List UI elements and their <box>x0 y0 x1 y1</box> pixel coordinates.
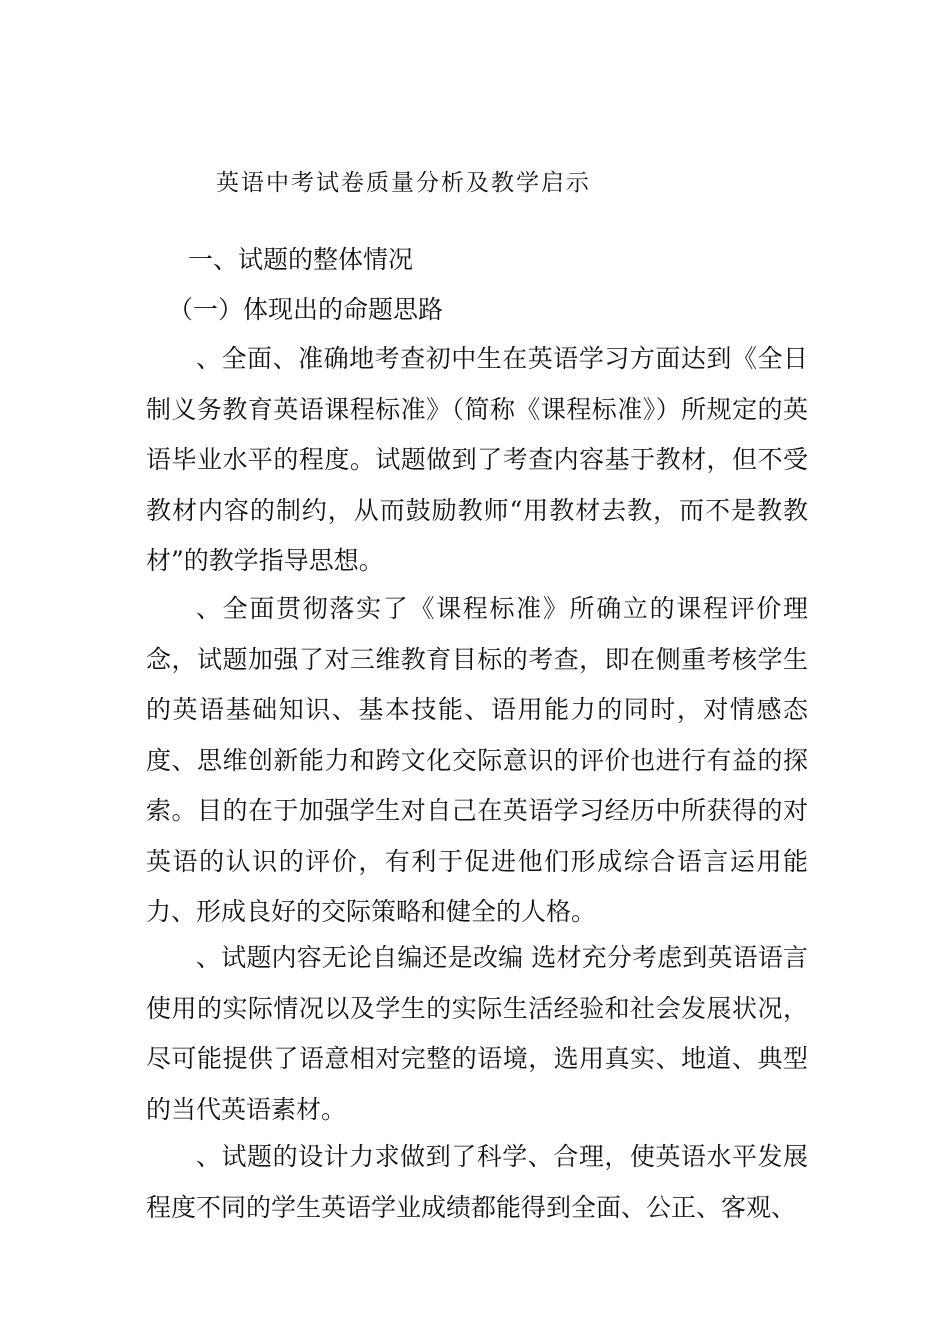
paragraph-2: 、全面贯彻落实了《课程标准》所确立的课程评价理念，试题加强了对三维教育目标的考查，即在侧重考核学生的英语基础知识、基本技能、语用能力的同时，对情感态度、思维创新能力和跨文化交际意识的评价也进行有益的探索。目的在于加强学生对自己在英语学习经历中所获得的对英语的认识的评价，有利于促进他们形成综合语言运用能力、形成良好的交际策略和健全的人格。 <box>146 594 808 926</box>
paragraph-1: 、全面、准确地考查初中生在英语学习方面达到《全日制义务教育英语课程标准》（简称《课程标准》）所规定的英语毕业水平的程度。试题做到了考查内容基于教材，但不受教材内容的制约，从而鼓励教师“用教材去教，而不是教教材”的教学指导思想。 <box>146 344 808 575</box>
section-heading: 一、试题的整体情况 <box>188 245 414 274</box>
paragraph-4: 、试题的设计力求做到了科学、合理，使英语水平发展程度不同的学生英语学业成绩都能得到全面、公正、客观、 <box>146 1142 808 1222</box>
document-title: 英语中考试卷质量分析及教学启示 <box>216 170 591 196</box>
paragraph-3: 、试题内容无论自编还是改编 选材充分考虑到英语语言使用的实际情况以及学生的实际生活经验和社会发展状况，尽可能提供了语意相对完整的语境，选用真实、地道、典型的当代英语素材。 <box>146 943 808 1124</box>
subsection-heading: （一）体现出的命题思路 <box>168 295 444 324</box>
